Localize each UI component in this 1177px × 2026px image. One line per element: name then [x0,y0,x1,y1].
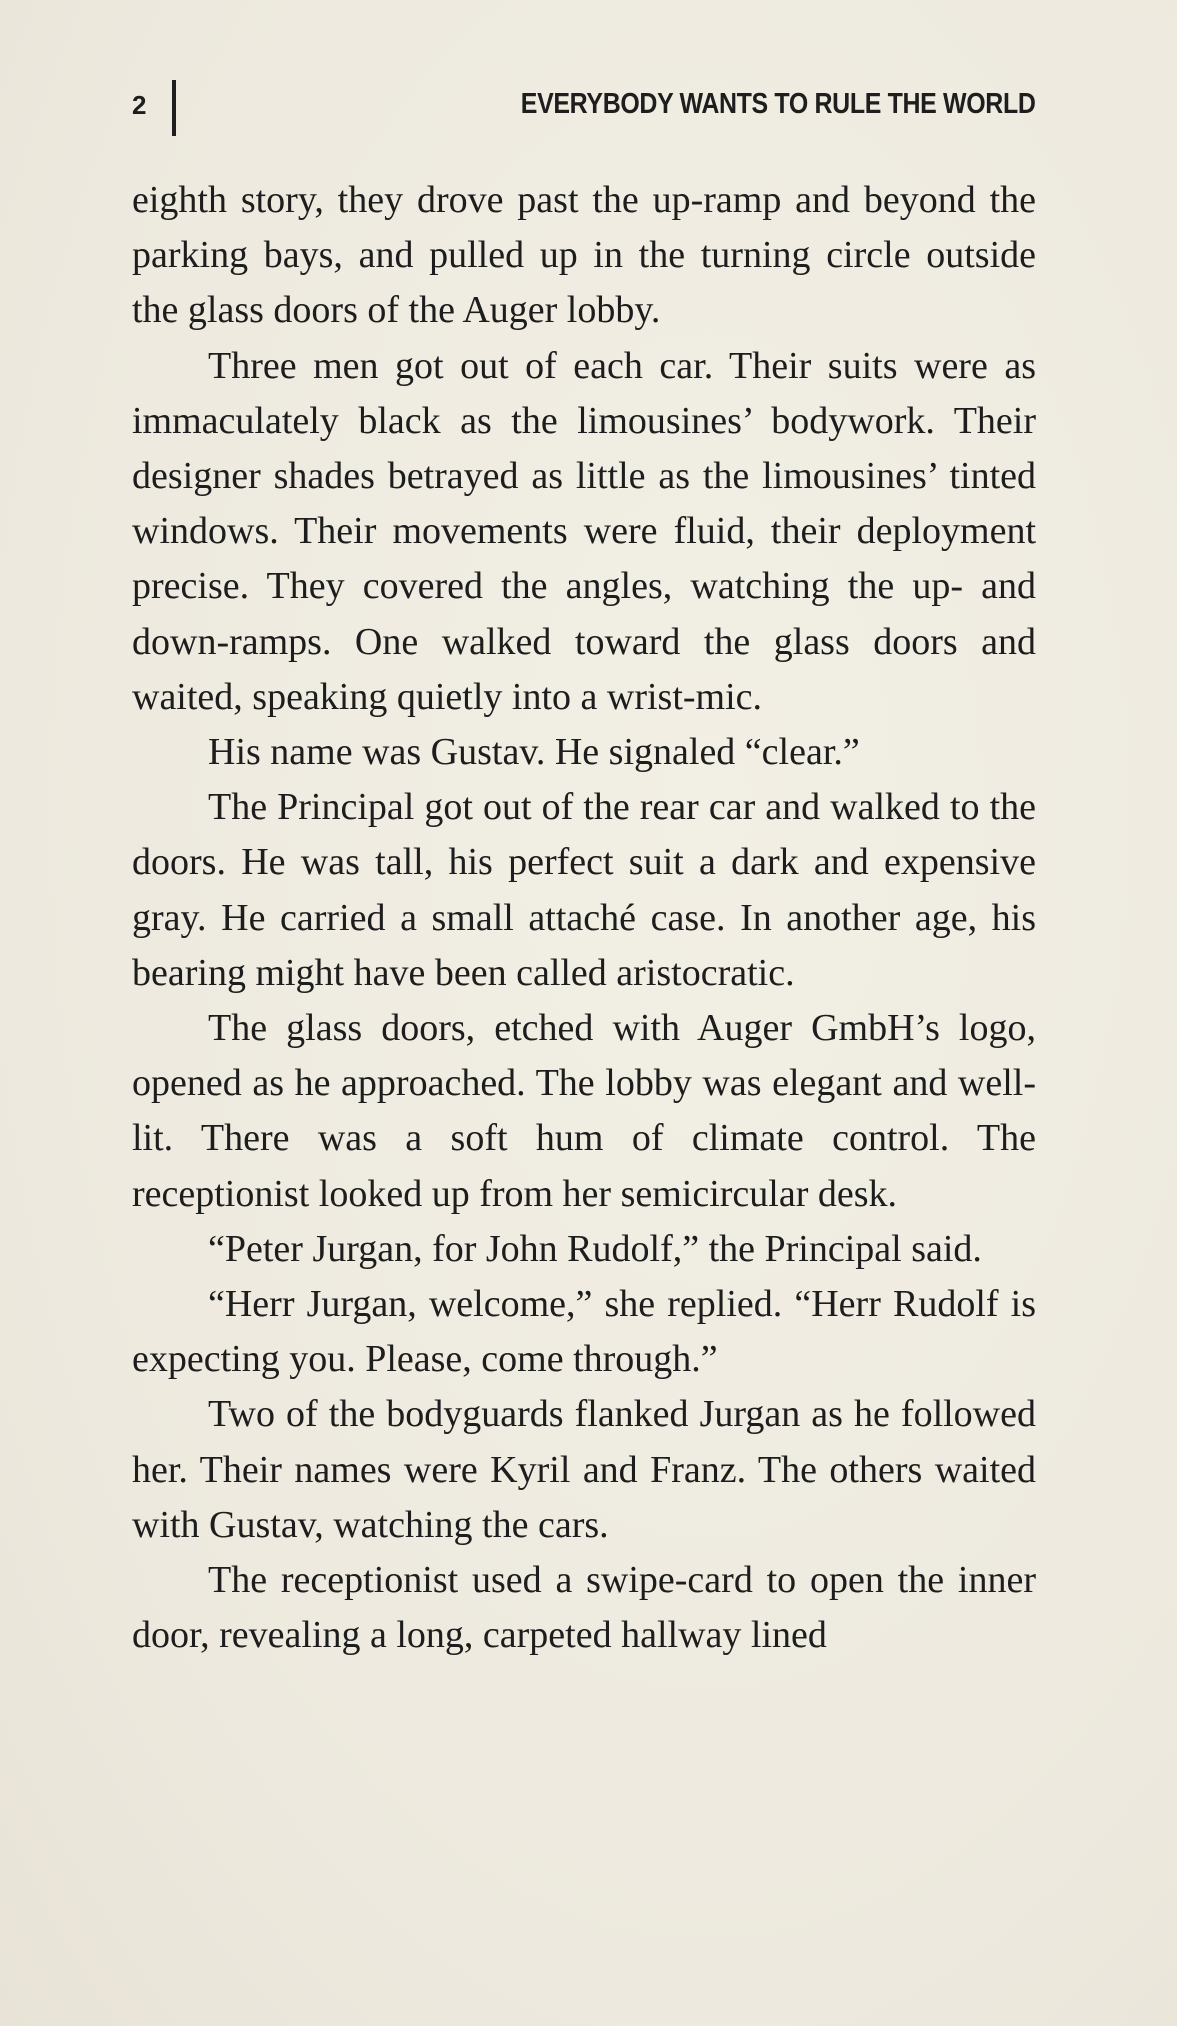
page-header [132,80,1036,136]
running-head: EVERYBODY WANTS TO RULE THE WORLD [521,88,1036,120]
paragraph: Two of the bodyguards flanked Jurgan as he followed her. Their names were Kyril and Franz. The others waited with Gustav, watching the cars. [132,1393,1036,1546]
paragraph: His name was Gustav. He signaled “clear.” [208,731,860,774]
paragraph: “Herr Jurgan, welcome,” she replied. “Herr Rudolf is expecting you. Please, come through.” [132,1283,1036,1381]
paragraph: The Principal got out of the rear car and walked to the doors. He was tall, his perfect suit a dark and expensive gray. He carried a small attaché case. In another age, his bearing might have been called aristocratic. [132,786,1036,994]
paragraph: eighth story, they drove past the up-ramp and beyond the parking bays, and pulled up in the turning circle outside the glass doors of the Auger lobby. [132,179,1036,332]
paragraph: The glass doors, etched with Auger GmbH’s logo, opened as he approached. The lobby was elegant and well-lit. There was a soft hum of climate control. The receptionist looked up from her semicircular desk. [132,1007,1036,1215]
paragraph: Three men got out of each car. Their suits were as immaculately black as the limousines’ bodywork. Their designer shades betrayed as little as the limousines’ tinted windows. Their movements were fluid, their deployment precise. They covered the angles, watching the up- and down-ramps. One walked toward the glass doors and waited, speaking quietly into a wrist-mic. [132,344,1036,718]
paragraph: The receptionist used a swipe-card to open the inner door, revealing a long, carpeted hallway lined [132,1559,1036,1657]
paragraph: “Peter Jurgan, for John Rudolf,” the Principal said. [208,1227,982,1270]
page-number: 2 [132,90,147,120]
body-text [132,173,1036,1663]
header-divider [172,80,176,136]
